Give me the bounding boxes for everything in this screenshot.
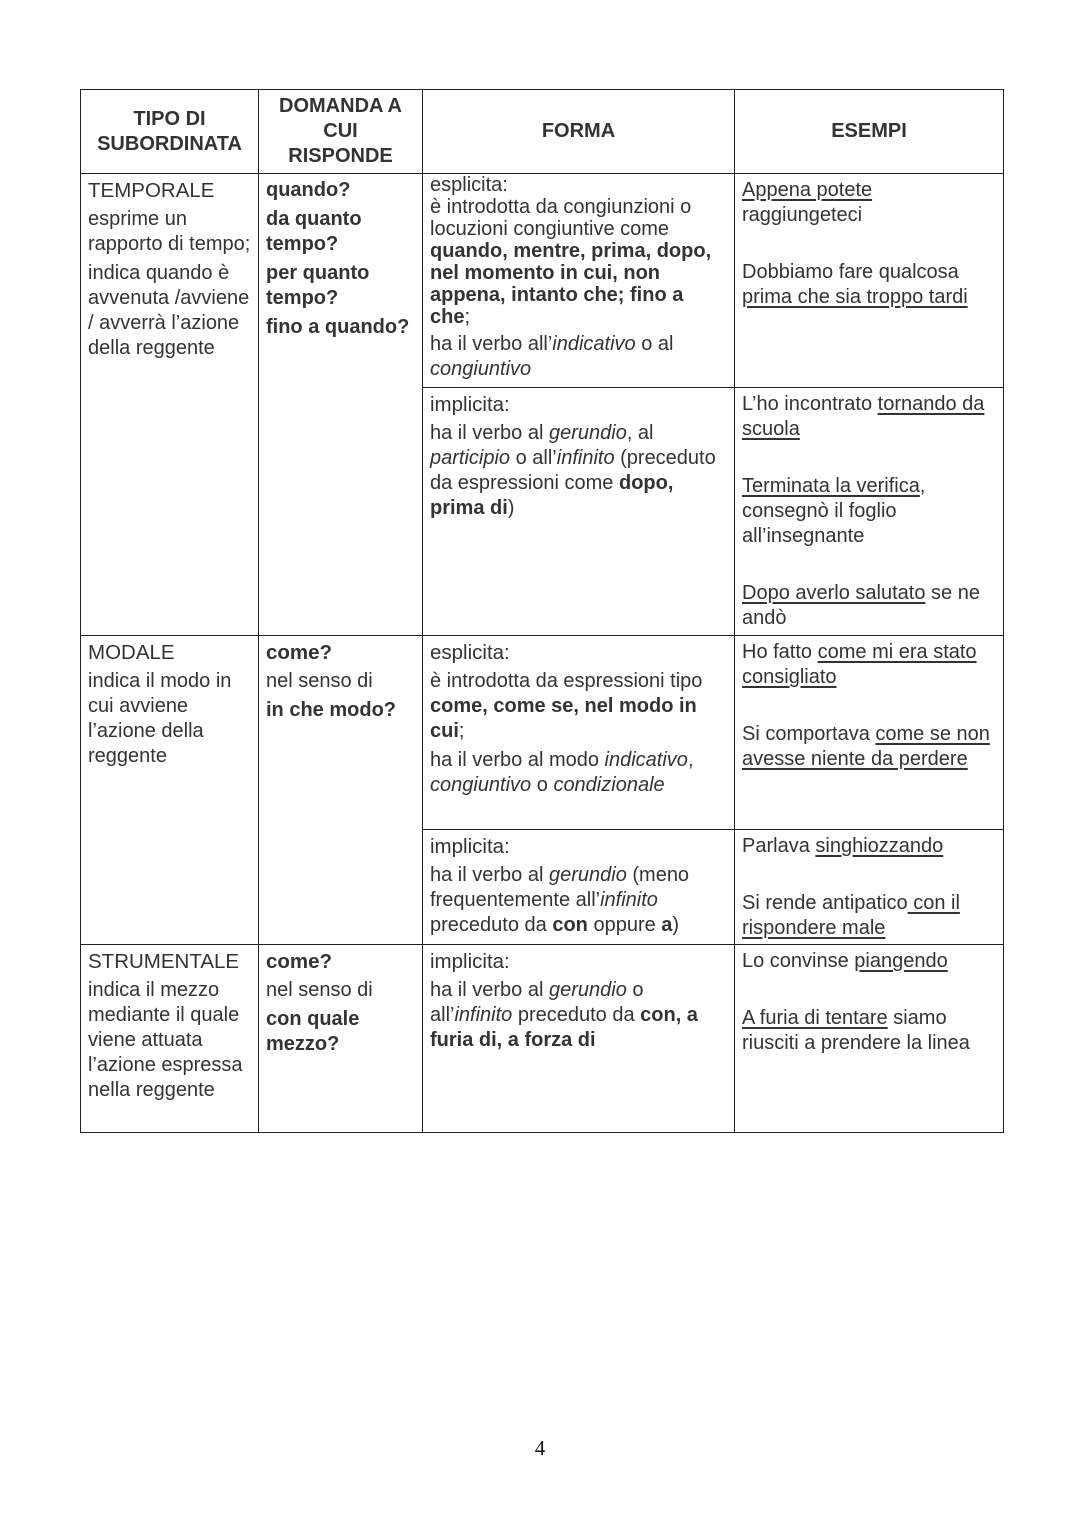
strumentale-tipo-cell: [81, 945, 259, 1133]
modale-implicita-t5: ): [672, 914, 680, 936]
modale-impl-ex1-underlined: singhiozzando: [815, 835, 944, 857]
modale-implicita-t4: oppure: [587, 914, 662, 936]
header-forma: FORMA: [423, 90, 735, 174]
temporale-ex1-underlined: Appena potete: [742, 179, 873, 201]
modale-implicita-i1: gerundio: [548, 864, 627, 886]
temporale-esplicita-forma: [423, 174, 735, 388]
modale-esplicita-t1: è introdotta da espressioni tipo: [430, 670, 703, 692]
strumentale-implicita-i2: infinito: [454, 1004, 513, 1026]
temporale-impl-ex2-underlined: Terminata la verifica: [742, 475, 920, 497]
modale-desc: indica il modo in cui avviene l’azione della reggente: [88, 670, 232, 767]
temporale-impl-ex2-rest: , consegnò il foglio all’insegnante: [742, 475, 926, 547]
temporale-implicita-forma: [423, 388, 735, 636]
modale-q2: nel senso di: [266, 670, 373, 692]
strumentale-name: STRUMENTALE: [88, 950, 240, 973]
strumentale-q1: come?: [266, 950, 333, 973]
temporale-esplicita-esempi: [735, 174, 1004, 388]
strumentale-implicita-esempi: [735, 945, 1004, 1133]
strumentale-implicita-i1: gerundio: [548, 979, 627, 1001]
temporale-esplicita-conj: quando, mentre, prima, dopo, nel momento in cui, non appena, intanto che; fino a che: [430, 240, 712, 328]
modale-implicita-forma: [423, 830, 735, 945]
temporale-implicita-i1: gerundio: [548, 422, 627, 444]
modale-ex2-underlined: come se non avesse niente da perdere: [742, 723, 990, 770]
modale-esplicita-esempi: [735, 636, 1004, 830]
modale-esplicita-t3: ha il verbo al modo: [430, 749, 605, 771]
page-number: 4: [534, 1436, 546, 1460]
modale-domanda-cell: [259, 636, 423, 945]
strumentale-desc: indica il mezzo mediante il quale viene attuata l’azione espressa nella reggente: [88, 979, 243, 1101]
modale-implicita-t2: (meno frequentemente all’: [430, 864, 690, 911]
modale-q1: come?: [266, 641, 333, 664]
temporale-desc: esprime un rapporto di tempo;: [88, 208, 251, 255]
modale-impl-ex1-pre: Parlava: [742, 835, 816, 857]
temporale-impl-ex3-underlined: Dopo averlo salutato: [742, 582, 926, 604]
modale-esplicita-label: esplicita:: [430, 641, 510, 664]
temporale-name: TEMPORALE: [88, 179, 215, 202]
header-esempi: ESEMPI: [735, 90, 1004, 174]
temporale-implicita-b1: dopo, prima di: [430, 472, 674, 519]
temporale-q3: per quanto tempo?: [266, 262, 370, 309]
modale-esplicita-b1: come, come se, nel modo in cui: [430, 695, 697, 742]
temporale-implicita-t3: o all’: [510, 447, 557, 469]
temporale-domanda-cell: [259, 174, 423, 636]
modale-esplicita-t4: ,: [687, 749, 694, 771]
modale-implicita-b1: con: [552, 914, 588, 936]
strumentale-q3: con quale mezzo?: [266, 1008, 360, 1055]
temporale-impl-ex1-pre: L’ho incontrato: [742, 393, 878, 415]
header-tipo: TIPO DI SUBORDINATA: [81, 90, 259, 174]
modale-implicita-label: implicita:: [430, 835, 510, 858]
strumentale-q2: nel senso di: [266, 979, 373, 1001]
temporale-q4: fino a quando?: [266, 316, 410, 338]
modale-esplicita-i3: condizionale: [553, 774, 665, 796]
modale-name: MODALE: [88, 641, 175, 664]
modale-implicita-esempi: [735, 830, 1004, 945]
strumentale-domanda-cell: [259, 945, 423, 1133]
temporale-implicita-esempi: [735, 388, 1004, 636]
temporale-implicita-i2: participio: [430, 447, 511, 469]
strumentale-ex1-pre: Lo convinse: [742, 950, 855, 972]
temporale-ex2-pre: Dobbiamo fare qualcosa: [742, 261, 959, 283]
temporale-ex1-rest: raggiungeteci: [742, 204, 863, 226]
temporale-esplicita-t4: o al: [635, 333, 674, 355]
subordinate-table: [80, 89, 1004, 1133]
modale-tipo-cell: [81, 636, 259, 945]
temporale-implicita-label: implicita:: [430, 393, 510, 416]
temporale-implicita-t5: ): [507, 497, 515, 519]
header-domanda: DOMANDA A CUI RISPONDE: [259, 90, 423, 174]
strumentale-implicita-forma: [423, 945, 735, 1133]
temporale-impl-ex3-rest: se ne andò: [742, 582, 980, 629]
temporale-q1: quando?: [266, 179, 351, 201]
modale-esplicita-i1: indicativo: [604, 749, 688, 771]
modale-esplicita-t2: ;: [458, 720, 465, 742]
temporale-esplicita-t1: è introdotta da congiunzioni o locuzioni congiuntive come: [430, 196, 692, 240]
temporale-ex2-underlined: prima che sia troppo tardi: [742, 286, 968, 308]
modale-esplicita-t5: o: [531, 774, 554, 796]
temporale-esplicita-label: esplicita:: [430, 174, 508, 196]
temporale-implicita-t1: ha il verbo al: [430, 422, 549, 444]
modale-esplicita-i2: congiuntivo: [430, 774, 532, 796]
temporale-esplicita-t3: ha il verbo all’: [430, 333, 553, 355]
strumentale-implicita-t3: preceduto da: [512, 1004, 641, 1026]
modale-implicita-t3: preceduto da: [430, 914, 553, 936]
modale-esplicita-forma: [423, 636, 735, 830]
modale-ex1-pre: Ho fatto: [742, 641, 818, 663]
header-row: [81, 90, 1004, 174]
temporale-implicita-i3: infinito: [556, 447, 615, 469]
modale-ex1-underlined: come mi era stato consigliato: [742, 641, 977, 688]
temporale-esplicita-i1: indicativo: [552, 333, 636, 355]
modale-ex2-pre: Si comportava: [742, 723, 876, 745]
temporale-implicita-t4: (preceduto da espressioni come: [430, 447, 716, 494]
temporale-esplicita-i2: congiuntivo: [430, 358, 532, 380]
temporale-q2: da quanto tempo?: [266, 208, 362, 255]
modale-impl-ex2-underlined: con il rispondere male: [742, 892, 960, 939]
strumentale-ex1-underlined: piangendo: [854, 950, 948, 972]
temporale-implicita-t2: , al: [626, 422, 654, 444]
strumentale-implicita-t2: o all’: [430, 979, 644, 1026]
strumentale-implicita-label: implicita:: [430, 950, 510, 973]
modale-esplicita-row: [81, 636, 1004, 830]
temporale-desc2: indica quando è avvenuta /avviene / avverrà l’azione della reggente: [88, 262, 250, 359]
strumentale-implicita-t1: ha il verbo al: [430, 979, 549, 1001]
temporale-impl-ex1-underlined: tornando da scuola: [742, 393, 985, 440]
temporale-esplicita-row: [81, 174, 1004, 388]
strumentale-implicita-b1: con, a furia di, a forza di: [430, 1004, 698, 1051]
modale-q3: in che modo?: [266, 699, 396, 721]
modale-implicita-t1: ha il verbo al: [430, 864, 549, 886]
strumentale-ex2-rest: siamo riusciti a prendere la linea: [742, 1007, 970, 1054]
modale-implicita-b2: a: [661, 914, 673, 936]
temporale-tipo-cell: [81, 174, 259, 636]
modale-implicita-i2: infinito: [600, 889, 658, 911]
temporale-esplicita-t2: ;: [464, 306, 471, 328]
strumentale-row: [81, 945, 1004, 1133]
strumentale-ex2-underlined: A furia di tentare: [742, 1007, 888, 1029]
modale-impl-ex2-pre: Si rende antipatico: [742, 892, 908, 914]
